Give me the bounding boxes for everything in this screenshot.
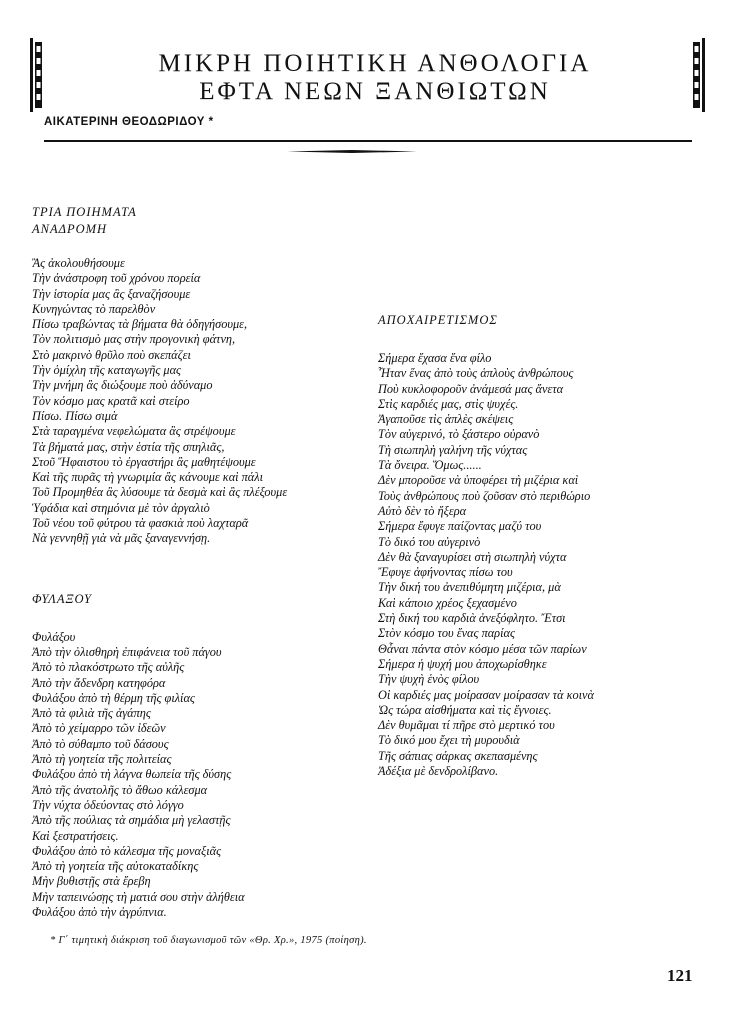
poem-line: Ἀπὸ τῆς πούλιας τὰ σημάδια μὴ γελαστῇς bbox=[32, 813, 231, 828]
poem-line: Τοῦ νέου τοῦ φύτρου τὰ φασκιὰ ποὺ λαχταρᾶ bbox=[32, 516, 249, 531]
poem-body bbox=[32, 256, 372, 547]
section-title: ΤΡΙΑ ΠΟΙΗΜΑΤΑ bbox=[32, 205, 137, 219]
poem-line: Ἀπὸ τὸ χείμαρρο τῶν ἰδεῶν bbox=[32, 721, 166, 736]
poem-line: Φυλάξου ἀπὸ τὸ κάλεσμα τῆς μοναξιᾶς bbox=[32, 843, 222, 858]
poem-line: Ἦταν ἕνας ἀπὸ τοὺς ἁπλοὺς ἀνθρώπους bbox=[378, 366, 574, 381]
right-column bbox=[378, 312, 708, 779]
poem-line: Ἀγαποῦσε τὶς ἁπλὲς σκέψεις bbox=[378, 412, 514, 427]
poem-line: Τὴν δική του ἀνεπιθύμητη μιζέρια, μὰ bbox=[378, 580, 561, 595]
poem-line: Ἀπὸ τὴ γοητεία τῆς αὐτοκαταδίκης bbox=[32, 859, 199, 874]
poem-line: Τὸν αὐγερινό, τὸ ξάστερο οὐρανὸ bbox=[378, 427, 540, 442]
poem-line: Στὸ μακρινὸ θρῦλο ποὺ σκεπάζει bbox=[32, 347, 191, 362]
poem-line: Τὸν πολιτισμὸ μας στὴν προγονικὴ φάτνη, bbox=[32, 332, 236, 347]
right-bracket-ornament bbox=[693, 38, 705, 112]
poem-line: Σήμερα ἡ ψυχή μου ἀποχωρίσθηκε bbox=[378, 656, 547, 671]
poem-line: Δὲν θὰ ξαναγυρίσει στὴ σιωπηλὴ νύχτα bbox=[378, 549, 567, 564]
poem-line: Τὴν μνήμη ἂς διώξουμε ποὺ ἀδύναμο bbox=[32, 378, 213, 393]
poem-line: Ποὺ κυκλοφοροῦν ἀνάμεσά μας ἄνετα bbox=[378, 381, 564, 396]
decorative-rule bbox=[287, 150, 417, 153]
poem-line: Αὐτὸ δὲν τὸ ἤξερα bbox=[378, 503, 467, 518]
poem-line: Πίσω τραβώντας τὰ βήματα θὰ ὁδηγήσουμε, bbox=[32, 317, 248, 332]
poem-line: Στὰ ταραγμένα νεφελώματα ἂς στρέψουμε bbox=[32, 424, 236, 439]
page-number: 121 bbox=[667, 966, 693, 985]
poem-line: Τῆς σάπιας σάρκας σκεπασμένης bbox=[378, 748, 538, 763]
poem-line: Ἀπὸ τῆς ἀνατολῆς τὸ ἄθωο κάλεσμα bbox=[32, 782, 208, 797]
author-divider bbox=[44, 140, 692, 142]
poem-body bbox=[378, 351, 708, 779]
page-title bbox=[60, 50, 690, 106]
poem-line: Θἆναι πάντα στὸν κόσμο μέσα τῶν παρίων bbox=[378, 641, 587, 656]
poem-line: Στοῦ Ἥφαιστου τὸ ἐργαστήρι ἂς μαθητέψουμε bbox=[32, 454, 256, 469]
left-column bbox=[32, 204, 372, 920]
poem-line: Ὡς τώρα αἰσθήματα καὶ τὶς ἔγνοιες. bbox=[378, 702, 552, 717]
poem-line: Ὑφάδια καὶ στημόνια μὲ τὸν ἀργαλιὸ bbox=[32, 500, 210, 515]
poem-line: Τὴν ἀνάστροφη τοῦ χρόνου πορεία bbox=[32, 271, 201, 286]
poem-line: Καὶ κάποιο χρέος ξεχασμένο bbox=[378, 595, 517, 610]
poem-line: Ἔφυγε ἀφήνοντας πίσω του bbox=[378, 565, 513, 580]
poem-line: Τὰ ὄνειρα. Ὅμως...... bbox=[378, 458, 482, 473]
poem-body bbox=[32, 630, 372, 921]
poem-line: Ἀπὸ τὸ σύθαμπο τοῦ δάσους bbox=[32, 736, 169, 751]
poem-line: Τὴν ψυχὴ ἑνὸς φίλου bbox=[378, 672, 480, 687]
author-name: ΑΙΚΑΤΕΡΙΝΗ ΘΕΟΔΩΡΙΔΟΥ * bbox=[44, 116, 214, 128]
poem-title: ΦΥΛΑΞΟΥ bbox=[32, 591, 92, 606]
poem-line: Κυνηγώντας τὸ παρελθὸν bbox=[32, 301, 156, 316]
poem-line: Οἱ καρδιές μας μοίρασαν μοίρασαν τὰ κοινὰ bbox=[378, 687, 594, 702]
poem-line: Ἀπὸ τὴν ἄδενδρη κατηφόρα bbox=[32, 675, 166, 690]
poem-line: Τὸν κόσμο μας κρατᾶ καὶ στείρο bbox=[32, 393, 190, 408]
poem-line: Πίσω. Πίσω σιμὰ bbox=[32, 408, 118, 423]
poem-line: Καὶ ξεστρατήσεις. bbox=[32, 828, 119, 843]
footnote: * Γ΄ τιμητικὴ διάκριση τοῦ διαγωνισμοῦ τῶν «Θρ. Χρ.», 1975 (ποίηση). bbox=[50, 935, 367, 946]
poem-line: Τὰ βήματά μας, στὴν ἑστία τῆς σπηλιᾶς, bbox=[32, 439, 225, 454]
poem-line: Ἀπὸ τὸ πλακόστρωτο τῆς αὐλῆς bbox=[32, 660, 185, 675]
poem-line: Τὴν ὁμίχλη τῆς καταγωγῆς μας bbox=[32, 363, 182, 378]
poem-line: Τὴν ἱστορία μας ἂς ξαναζήσουμε bbox=[32, 286, 191, 301]
poem-line: Στὴ δική του καρδιὰ ἀνεξόφλητο. Ἔτσι bbox=[378, 611, 566, 626]
poem-line: Ἀπὸ τὴ γοητεία τῆς πολιτείας bbox=[32, 752, 172, 767]
poem-line: Μὴν ταπεινώσῃς τὴ ματιά σου στὴν ἀλήθεια bbox=[32, 889, 245, 904]
poem-line: Τὸ δικό μου ἔχει τὴ μυρουδιὰ bbox=[378, 733, 520, 748]
poem-line: Ἂς ἀκολουθήσουμε bbox=[32, 256, 125, 270]
poem-line: Καὶ τῆς πυρᾶς τὴ γνωριμία ἂς κάνουμε καὶ πάλι bbox=[32, 470, 264, 485]
poem-line: Νὰ γεννηθῇ γιὰ νὰ μᾶς ξαναγεννήσῃ. bbox=[32, 531, 211, 546]
poem-line: Δὲν μποροῦσε νὰ ὑποφέρει τὴ μιζέρια καὶ bbox=[378, 473, 579, 488]
poem-line: Τὸ δικό του αὐγερινὸ bbox=[378, 534, 481, 549]
poem-line: Ἀδέξια μὲ δενδρολίβανο. bbox=[378, 764, 499, 779]
poem-line: Τὴ σιωπηλὴ γαλήνη τῆς νύχτας bbox=[378, 442, 528, 457]
poem-line: Φυλάξου bbox=[32, 629, 76, 644]
poem-line: Σήμερα ἔφυγε παίζοντας μαζύ του bbox=[378, 519, 542, 534]
poem-line: Στὶς καρδιές μας, στὶς ψυχές. bbox=[378, 396, 519, 411]
poem-line: Φυλάξου ἀπὸ τὴ θέρμη τῆς φιλίας bbox=[32, 690, 195, 705]
poem-line: Στὸν κόσμο του ἕνας παρίας bbox=[378, 626, 515, 641]
title-line-2: ΕΦΤΑ ΝΕΩΝ ΞΑΝΘΙΩΤΩΝ bbox=[199, 78, 551, 105]
poem-line: Φυλάξου ἀπὸ τὴν ἀγρύπνια. bbox=[32, 904, 167, 919]
poem-line: Σήμερα ἔχασα ἕνα φίλο bbox=[378, 351, 492, 365]
poem-line: Τὴν νύχτα ὁδεύοντας στὸ λόγγο bbox=[32, 797, 184, 812]
title-line-1: ΜΙΚΡΗ ΠΟΙΗΤΙΚΗ ΑΝΘΟΛΟΓΙΑ bbox=[158, 50, 592, 77]
poem-line: Ἀπὸ τὴν ὀλισθηρὴ ἐπιφάνεια τοῦ πάγου bbox=[32, 644, 222, 659]
poem-line: Φυλάξου ἀπὸ τὴ λάγνα θωπεία τῆς δύσης bbox=[32, 767, 232, 782]
poem-line: Τοῦ Προμηθέα ἂς λύσουμε τὰ δεσμὰ καὶ ἂς πλέξουμε bbox=[32, 485, 288, 500]
poem-line: Ἀπὸ τὰ φιλιὰ τῆς ἀγάπης bbox=[32, 706, 151, 721]
poem-line: Μὴν βυθιστῇς στὰ ἔρεβη bbox=[32, 874, 151, 889]
poem-line: Δὲν θυμᾶμαι τί πῆρε στὸ μερτικό του bbox=[378, 718, 555, 733]
left-bracket-ornament bbox=[30, 38, 42, 112]
poem-title: ΑΠΟΧΑΙΡΕΤΙΣΜΟΣ bbox=[378, 313, 498, 327]
poem-title: ΑΝΑΔΡΟΜΗ bbox=[32, 222, 108, 236]
poem-line: Τοὺς ἀνθρώπους ποὺ ζοῦσαν στὸ περιθώριο bbox=[378, 488, 591, 503]
